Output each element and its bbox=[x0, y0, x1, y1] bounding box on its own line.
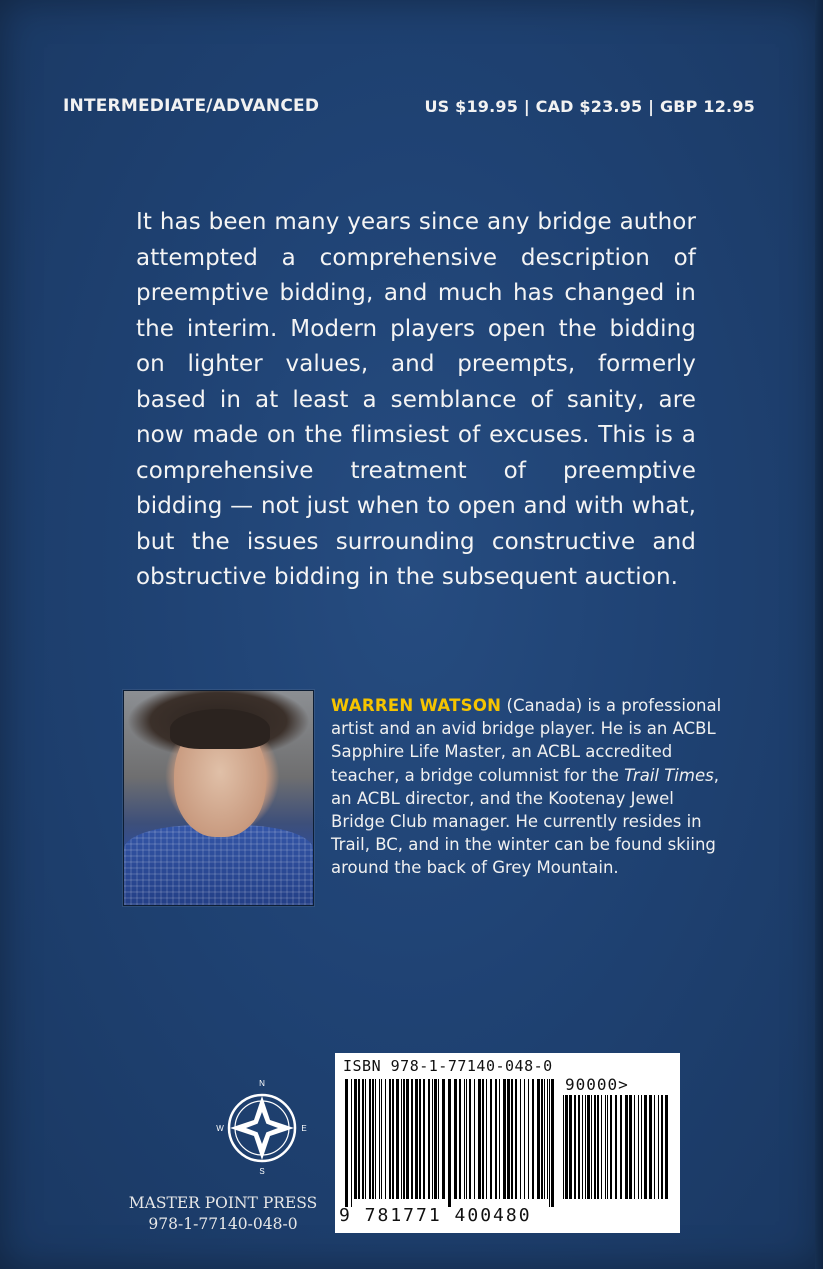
barcode-bar bbox=[551, 1079, 554, 1207]
barcode-bar bbox=[544, 1079, 545, 1199]
barcode-bar bbox=[423, 1079, 425, 1199]
barcode-bar bbox=[490, 1079, 492, 1199]
barcode-bar bbox=[649, 1095, 652, 1199]
author-bio bbox=[331, 694, 731, 880]
barcode-bar bbox=[629, 1095, 632, 1199]
level-label: INTERMEDIATE/ADVANCED bbox=[63, 96, 320, 116]
barcode-bar bbox=[381, 1079, 382, 1199]
barcode-bar bbox=[392, 1079, 394, 1199]
barcode-bar bbox=[511, 1079, 513, 1199]
barcode-bar bbox=[503, 1079, 506, 1199]
barcode-bar bbox=[411, 1079, 413, 1199]
compass-e: E bbox=[301, 1124, 307, 1133]
barcode-bar bbox=[597, 1095, 599, 1199]
barcode-bar bbox=[634, 1095, 635, 1199]
barcode-bar bbox=[466, 1079, 467, 1199]
compass-s: S bbox=[259, 1167, 265, 1176]
barcode-bar bbox=[354, 1079, 357, 1199]
barcode-bar bbox=[615, 1095, 617, 1199]
barcode-bar bbox=[495, 1079, 497, 1199]
barcode-bar bbox=[362, 1079, 364, 1199]
barcode-bar bbox=[537, 1079, 540, 1199]
barcode-bar bbox=[620, 1095, 622, 1199]
barcode-addon-bars bbox=[563, 1095, 671, 1207]
barcode-bar bbox=[574, 1095, 576, 1199]
barcode-bar bbox=[474, 1079, 475, 1199]
barcode-main-bars bbox=[345, 1079, 555, 1207]
barcode-bar bbox=[528, 1079, 529, 1199]
barcode-isbn: ISBN 978-1-77140-048-0 bbox=[343, 1057, 553, 1075]
barcode-bar bbox=[419, 1079, 421, 1199]
barcode-bar bbox=[396, 1079, 399, 1199]
barcode-bar bbox=[569, 1095, 572, 1199]
barcode-bar bbox=[406, 1079, 409, 1199]
barcode-bar bbox=[665, 1095, 668, 1199]
barcode-bar bbox=[601, 1095, 602, 1199]
publisher-isbn: 978-1-77140-048-0 bbox=[148, 1215, 298, 1233]
barcode-bar bbox=[654, 1095, 655, 1199]
barcode-bar bbox=[442, 1079, 445, 1199]
barcode-bar bbox=[515, 1079, 517, 1199]
barcode-bar bbox=[401, 1079, 402, 1199]
barcode-bar bbox=[403, 1079, 405, 1199]
blurb-text: It has been many years since any bridge author attempted a comprehensive description of preemptive bidding, and much has changed in the interim. Modern players open the bidding on lighter values, and preempts, formerly based in at least a semblance of sanity, are now made on the flimsiest of excuses. This is a comprehensive treatment of preemptive bidding — not just when to open and with what, but the issues surrounding constructive and obstructive bidding in the subsequent auction. bbox=[136, 209, 696, 590]
barcode-bar bbox=[369, 1079, 371, 1199]
barcode-bar bbox=[482, 1079, 484, 1199]
barcode-bar bbox=[454, 1079, 457, 1199]
compass-logo-icon bbox=[212, 1076, 312, 1176]
barcode-bar bbox=[638, 1095, 639, 1199]
barcode-bar bbox=[563, 1095, 564, 1199]
barcode-bar bbox=[478, 1079, 481, 1199]
top-bar bbox=[63, 92, 755, 120]
barcode-bar bbox=[507, 1079, 510, 1199]
barcode-bar bbox=[428, 1079, 430, 1199]
barcode-bar bbox=[379, 1079, 380, 1199]
barcode-bar bbox=[434, 1079, 437, 1199]
barcode-bar bbox=[389, 1079, 391, 1199]
author-name: WARREN WATSON bbox=[331, 696, 502, 715]
barcode-bar bbox=[578, 1095, 580, 1199]
barcode-bar bbox=[464, 1079, 465, 1199]
barcode-bar bbox=[365, 1079, 366, 1199]
barcode-bar bbox=[585, 1095, 586, 1199]
barcode-bar bbox=[358, 1079, 360, 1199]
barcode-bar bbox=[625, 1095, 628, 1199]
cover-edge bbox=[815, 0, 823, 1269]
barcode-bar bbox=[415, 1079, 418, 1199]
barcode-price-code: 90000> bbox=[565, 1075, 629, 1094]
photo-shirt bbox=[124, 825, 313, 905]
bio-text-1: (Canada) is a professional artist and an avid bridge player. He is an ACBL Sapphire Life Master, an ACBL accredited teacher, a bridge columnist for the bbox=[331, 696, 722, 785]
barcode-bar bbox=[644, 1095, 647, 1199]
barcode-bar bbox=[607, 1095, 608, 1199]
barcode-bar bbox=[351, 1079, 352, 1207]
barcode-bar bbox=[499, 1079, 500, 1199]
bio-newspaper: Trail Times bbox=[624, 765, 714, 785]
barcode-bar bbox=[641, 1095, 642, 1199]
barcode-bar bbox=[594, 1095, 596, 1199]
barcode-bar bbox=[587, 1095, 590, 1199]
barcode-bar bbox=[610, 1095, 612, 1199]
barcode-bar bbox=[372, 1079, 374, 1199]
barcode-bar bbox=[385, 1079, 386, 1199]
barcode-digits: 9 781771 400480 bbox=[339, 1205, 532, 1226]
photo-hair bbox=[170, 709, 270, 749]
barcode-bar bbox=[658, 1095, 659, 1199]
barcode-bar bbox=[448, 1079, 451, 1207]
barcode-bar bbox=[438, 1079, 439, 1199]
barcode-bar bbox=[591, 1095, 592, 1199]
barcode-bar bbox=[459, 1079, 461, 1199]
barcode-bar bbox=[375, 1079, 376, 1199]
barcode-bar bbox=[486, 1079, 487, 1199]
barcode-bar bbox=[549, 1079, 550, 1207]
barcode-bar bbox=[547, 1079, 548, 1199]
bio-text-2: , an ACBL director, and the Kootenay Jewel Bridge Club manager. He currently resides in Trail, BC, and in the winter can be found skiing around the back of Grey Mountain. bbox=[331, 765, 719, 878]
author-photo bbox=[123, 690, 314, 906]
publisher-name: MASTER POINT PRESS bbox=[128, 1194, 318, 1212]
barcode-bar bbox=[605, 1095, 606, 1199]
compass-n: N bbox=[259, 1079, 265, 1088]
barcode-bar bbox=[345, 1079, 348, 1207]
barcode bbox=[335, 1053, 680, 1233]
barcode-bar bbox=[582, 1095, 583, 1199]
barcode-bar bbox=[469, 1079, 471, 1199]
barcode-bar bbox=[520, 1079, 521, 1199]
publisher-block bbox=[128, 1193, 318, 1235]
barcode-bar bbox=[432, 1079, 433, 1199]
barcode-bar bbox=[661, 1095, 663, 1199]
price-label: US $19.95 | CAD $23.95 | GBP 12.95 bbox=[424, 96, 755, 116]
barcode-bar bbox=[541, 1079, 543, 1199]
barcode-bar bbox=[524, 1079, 525, 1199]
barcode-bar bbox=[532, 1079, 534, 1199]
compass-w: W bbox=[216, 1124, 224, 1133]
barcode-bar bbox=[565, 1095, 568, 1199]
